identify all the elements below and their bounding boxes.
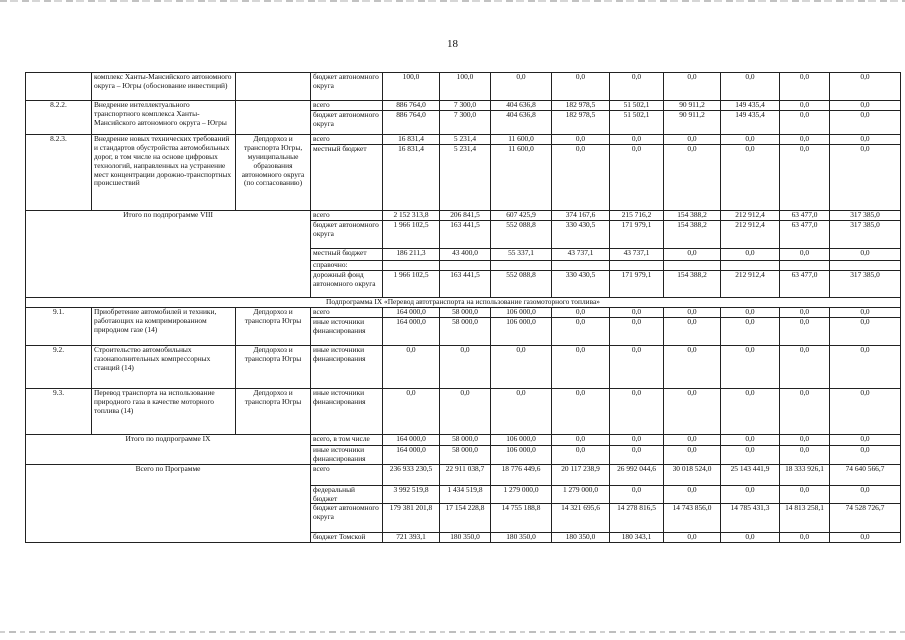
value-cell: 0,0 [780, 307, 830, 317]
value-cell: 0,0 [491, 388, 552, 434]
value-cell: 0,0 [780, 345, 830, 388]
funding-source: бюджет автономного округа [311, 73, 383, 101]
value-cell: 0,0 [780, 145, 830, 211]
value-cell: 154 388,2 [664, 211, 721, 221]
value-cell: 3 992 519,8 [383, 485, 440, 504]
value-cell: 149 435,4 [721, 111, 780, 135]
value-cell: 180 343,1 [610, 533, 664, 543]
value-cell: 179 381 201,8 [383, 504, 440, 533]
value-cell: 0,0 [664, 533, 721, 543]
item-executor: Депдорхоз и транспорта Югры [236, 388, 311, 434]
funding-source: федеральный бюджет [311, 485, 383, 504]
value-cell: 0,0 [780, 388, 830, 434]
value-cell: 0,0 [830, 345, 901, 388]
value-cell: 0,0 [830, 434, 901, 445]
value-cell: 0,0 [610, 434, 664, 445]
scan-edge-bottom [0, 631, 905, 633]
funding-source: местный бюджет [311, 145, 383, 211]
item-name: Строительство автомобильных газонаполнительных компрессорных станций (14) [92, 345, 236, 388]
value-cell: 16 831,4 [383, 135, 440, 145]
value-cell: 607 425,9 [491, 211, 552, 221]
value-cell: 0,0 [610, 317, 664, 345]
value-cell: 7 300,0 [440, 111, 491, 135]
value-cell: 330 430,5 [552, 221, 610, 249]
subprogram-header-row [26, 298, 901, 308]
value-cell: 0,0 [830, 135, 901, 145]
item-executor: Депдорхоз и транспорта Югры [236, 307, 311, 345]
value-cell: 0,0 [664, 249, 721, 261]
item-name: Внедрение новых технических требований и стандартов обустройства автомобильных дорог, в том числе на основе цифровых технологий, направленных на устранение мест концентрации дорожно-транспортных происшествий [92, 135, 236, 211]
value-cell: 0,0 [664, 135, 721, 145]
value-cell: 0,0 [610, 345, 664, 388]
value-cell: 180 350,0 [491, 533, 552, 543]
value-cell: 317 385,0 [830, 271, 901, 298]
value-cell: 0,0 [721, 434, 780, 445]
value-cell: 0,0 [552, 145, 610, 211]
value-cell: 0,0 [780, 135, 830, 145]
value-cell: 0,0 [440, 345, 491, 388]
value-cell: 1 434 519,8 [440, 485, 491, 504]
value-cell: 5 231,4 [440, 145, 491, 211]
value-cell: 0,0 [830, 111, 901, 135]
value-cell: 14 813 258,1 [780, 504, 830, 533]
value-cell: 0,0 [552, 388, 610, 434]
value-cell: 212 912,4 [721, 211, 780, 221]
value-cell: 43 400,0 [440, 249, 491, 261]
value-cell: 164 000,0 [383, 445, 440, 464]
value-cell: 171 979,1 [610, 221, 664, 249]
value-cell: 0,0 [830, 307, 901, 317]
item-name: Приобретение автомобилей и техники, работающих на компримированном природном газе (14) [92, 307, 236, 345]
page-number: 18 [447, 38, 458, 50]
value-cell: 180 350,0 [440, 533, 491, 543]
value-cell: 0,0 [610, 485, 664, 504]
item-executor [236, 73, 311, 101]
value-cell: 0,0 [830, 249, 901, 261]
value-cell: 0,0 [552, 307, 610, 317]
funding-source: иные источники финансирования [311, 388, 383, 434]
value-cell: 74 640 566,7 [830, 464, 901, 485]
value-cell: 164 000,0 [383, 434, 440, 445]
value-cell: 552 088,8 [491, 221, 552, 249]
scan-edge-top [0, 0, 905, 2]
value-cell: 212 912,4 [721, 221, 780, 249]
value-cell: 154 388,2 [664, 271, 721, 298]
value-cell: 182 978,5 [552, 101, 610, 111]
value-cell: 186 211,3 [383, 249, 440, 261]
value-cell: 0,0 [721, 249, 780, 261]
value-cell: 0,0 [664, 445, 721, 464]
value-cell: 0,0 [664, 485, 721, 504]
table-row [26, 73, 901, 101]
value-cell: 0,0 [721, 485, 780, 504]
value-cell: 215 716,2 [610, 211, 664, 221]
value-cell: 58 000,0 [440, 307, 491, 317]
value-cell: 0,0 [491, 345, 552, 388]
value-cell: 63 477,0 [780, 211, 830, 221]
funding-source: бюджет автономного округа [311, 111, 383, 135]
value-cell [610, 261, 664, 271]
value-cell: 0,0 [830, 101, 901, 111]
value-cell: 0,0 [780, 485, 830, 504]
item-number: 9.1. [26, 307, 92, 345]
value-cell: 0,0 [610, 445, 664, 464]
value-cell: 11 600,0 [491, 145, 552, 211]
funding-source: иные источники финансирования [311, 445, 383, 464]
value-cell: 14 743 856,0 [664, 504, 721, 533]
value-cell: 0,0 [610, 145, 664, 211]
value-cell: 163 441,5 [440, 271, 491, 298]
value-cell: 0,0 [552, 135, 610, 145]
value-cell: 0,0 [780, 317, 830, 345]
value-cell: 74 528 726,7 [830, 504, 901, 533]
value-cell [780, 261, 830, 271]
value-cell: 0,0 [780, 111, 830, 135]
funding-source: всего [311, 464, 383, 485]
value-cell: 206 841,5 [440, 211, 491, 221]
value-cell: 0,0 [830, 73, 901, 101]
value-cell: 721 393,1 [383, 533, 440, 543]
funding-source: бюджет автономного округа [311, 504, 383, 533]
value-cell: 317 385,0 [830, 221, 901, 249]
item-name: комплекс Ханты-Мансийского автономного округа – Югры (обоснование инвестиций) [92, 73, 236, 101]
item-executor: Депдорхоз и транспорта Югры, муниципальные образования автономного округа (по согласованию) [236, 135, 311, 211]
value-cell: 886 764,0 [383, 111, 440, 135]
value-cell: 0,0 [610, 73, 664, 101]
value-cell [552, 261, 610, 271]
value-cell: 149 435,4 [721, 101, 780, 111]
subprogram-title: Подпрограмма IX «Перевод автотранспорта на использование газомоторного топлива» [26, 298, 901, 308]
value-cell: 236 933 230,5 [383, 464, 440, 485]
table-row [26, 388, 901, 434]
table-row [26, 434, 901, 445]
value-cell: 0,0 [780, 434, 830, 445]
value-cell: 0,0 [552, 345, 610, 388]
funding-source: бюджет автономного округа [311, 221, 383, 249]
value-cell: 11 600,0 [491, 135, 552, 145]
value-cell [721, 261, 780, 271]
value-cell: 0,0 [830, 388, 901, 434]
value-cell: 886 764,0 [383, 101, 440, 111]
value-cell: 404 636,8 [491, 111, 552, 135]
value-cell: 0,0 [610, 307, 664, 317]
value-cell: 0,0 [830, 317, 901, 345]
value-cell: 0,0 [552, 317, 610, 345]
value-cell: 100,0 [440, 73, 491, 101]
value-cell: 0,0 [552, 445, 610, 464]
value-cell: 5 231,4 [440, 135, 491, 145]
value-cell: 63 477,0 [780, 221, 830, 249]
item-number: 9.3. [26, 388, 92, 434]
funding-source: всего, в том числе [311, 434, 383, 445]
value-cell: 0,0 [721, 135, 780, 145]
item-number: 9.2. [26, 345, 92, 388]
value-cell: 552 088,8 [491, 271, 552, 298]
value-cell: 30 018 524,0 [664, 464, 721, 485]
funding-source: местный бюджет [311, 249, 383, 261]
funding-source: всего [311, 307, 383, 317]
funding-source: дорожный фонд автономного округа [311, 271, 383, 298]
value-cell: 0,0 [721, 388, 780, 434]
funding-source: всего [311, 135, 383, 145]
funding-source: иные источники финансирования [311, 345, 383, 388]
value-cell: 43 737,1 [610, 249, 664, 261]
row-label: Итого по подпрограмме VIII [26, 211, 311, 298]
value-cell: 404 636,8 [491, 101, 552, 111]
value-cell: 0,0 [721, 345, 780, 388]
value-cell: 90 911,2 [664, 101, 721, 111]
value-cell: 0,0 [383, 388, 440, 434]
table-row [26, 211, 901, 221]
value-cell: 106 000,0 [491, 307, 552, 317]
value-cell: 0,0 [664, 434, 721, 445]
value-cell: 26 992 044,6 [610, 464, 664, 485]
value-cell: 0,0 [721, 145, 780, 211]
value-cell [383, 261, 440, 271]
row-label: Всего по Программе [26, 464, 311, 543]
value-cell: 58 000,0 [440, 445, 491, 464]
table-row [26, 135, 901, 145]
value-cell: 58 000,0 [440, 317, 491, 345]
value-cell: 0,0 [552, 434, 610, 445]
value-cell: 51 502,1 [610, 101, 664, 111]
value-cell: 51 502,1 [610, 111, 664, 135]
item-executor [236, 101, 311, 135]
value-cell: 25 143 441,9 [721, 464, 780, 485]
value-cell [440, 261, 491, 271]
value-cell: 18 333 926,1 [780, 464, 830, 485]
value-cell: 171 979,1 [610, 271, 664, 298]
item-executor: Депдорхоз и транспорта Югры [236, 345, 311, 388]
value-cell: 106 000,0 [491, 434, 552, 445]
value-cell: 0,0 [780, 101, 830, 111]
value-cell: 55 337,1 [491, 249, 552, 261]
program-funding-table [25, 72, 901, 543]
table-row [26, 307, 901, 317]
value-cell: 163 441,5 [440, 221, 491, 249]
value-cell: 0,0 [830, 145, 901, 211]
item-number: 8.2.3. [26, 135, 92, 211]
value-cell: 154 388,2 [664, 221, 721, 249]
value-cell: 14 785 431,3 [721, 504, 780, 533]
table-row [26, 464, 901, 485]
value-cell: 374 167,6 [552, 211, 610, 221]
value-cell: 1 966 102,5 [383, 271, 440, 298]
value-cell: 330 430,5 [552, 271, 610, 298]
value-cell: 22 911 038,7 [440, 464, 491, 485]
item-name: Внедрение интеллектуального транспортного комплекса Ханты-Мансийского автономного округа – Югры [92, 101, 236, 135]
value-cell: 0,0 [383, 345, 440, 388]
value-cell: 14 755 188,8 [491, 504, 552, 533]
value-cell: 0,0 [664, 145, 721, 211]
value-cell: 0,0 [721, 73, 780, 101]
value-cell: 0,0 [664, 388, 721, 434]
value-cell: 0,0 [780, 73, 830, 101]
item-name: Перевод транспорта на использование природного газа в качестве моторного топлива (14) [92, 388, 236, 434]
funding-source: иные источники финансирования [311, 317, 383, 345]
value-cell: 0,0 [721, 533, 780, 543]
value-cell: 58 000,0 [440, 434, 491, 445]
item-number [26, 73, 92, 101]
value-cell: 63 477,0 [780, 271, 830, 298]
value-cell: 106 000,0 [491, 445, 552, 464]
value-cell: 0,0 [664, 317, 721, 345]
value-cell: 180 350,0 [552, 533, 610, 543]
value-cell [664, 261, 721, 271]
value-cell: 0,0 [721, 307, 780, 317]
value-cell: 0,0 [610, 135, 664, 145]
value-cell: 164 000,0 [383, 307, 440, 317]
value-cell: 14 278 816,5 [610, 504, 664, 533]
value-cell: 0,0 [780, 445, 830, 464]
value-cell: 90 911,2 [664, 111, 721, 135]
value-cell: 7 300,0 [440, 101, 491, 111]
funding-source: бюджет Томской [311, 533, 383, 543]
row-label: Итого по подпрограмме IX [26, 434, 311, 464]
value-cell: 0,0 [721, 317, 780, 345]
table-row [26, 345, 901, 388]
value-cell: 0,0 [491, 73, 552, 101]
table-row [26, 101, 901, 111]
value-cell [491, 261, 552, 271]
funding-source: всего [311, 101, 383, 111]
value-cell: 0,0 [830, 533, 901, 543]
funding-source: всего [311, 211, 383, 221]
value-cell: 0,0 [830, 485, 901, 504]
value-cell: 1 279 000,0 [552, 485, 610, 504]
value-cell: 100,0 [383, 73, 440, 101]
value-cell: 18 776 449,6 [491, 464, 552, 485]
value-cell: 17 154 228,8 [440, 504, 491, 533]
value-cell: 212 912,4 [721, 271, 780, 298]
value-cell: 0,0 [664, 345, 721, 388]
item-number: 8.2.2. [26, 101, 92, 135]
value-cell: 0,0 [780, 533, 830, 543]
value-cell: 0,0 [780, 249, 830, 261]
value-cell: 0,0 [610, 388, 664, 434]
value-cell: 43 737,1 [552, 249, 610, 261]
value-cell [830, 261, 901, 271]
value-cell: 1 279 000,0 [491, 485, 552, 504]
value-cell: 0,0 [721, 445, 780, 464]
value-cell: 0,0 [830, 445, 901, 464]
value-cell: 20 117 238,9 [552, 464, 610, 485]
funding-source: справочно: [311, 261, 383, 271]
value-cell: 0,0 [664, 307, 721, 317]
value-cell: 106 000,0 [491, 317, 552, 345]
value-cell: 164 000,0 [383, 317, 440, 345]
value-cell: 317 385,0 [830, 211, 901, 221]
value-cell: 14 321 695,6 [552, 504, 610, 533]
value-cell: 16 831,4 [383, 145, 440, 211]
value-cell: 0,0 [440, 388, 491, 434]
value-cell: 0,0 [552, 73, 610, 101]
value-cell: 0,0 [664, 73, 721, 101]
value-cell: 182 978,5 [552, 111, 610, 135]
value-cell: 2 152 313,8 [383, 211, 440, 221]
value-cell: 1 966 102,5 [383, 221, 440, 249]
